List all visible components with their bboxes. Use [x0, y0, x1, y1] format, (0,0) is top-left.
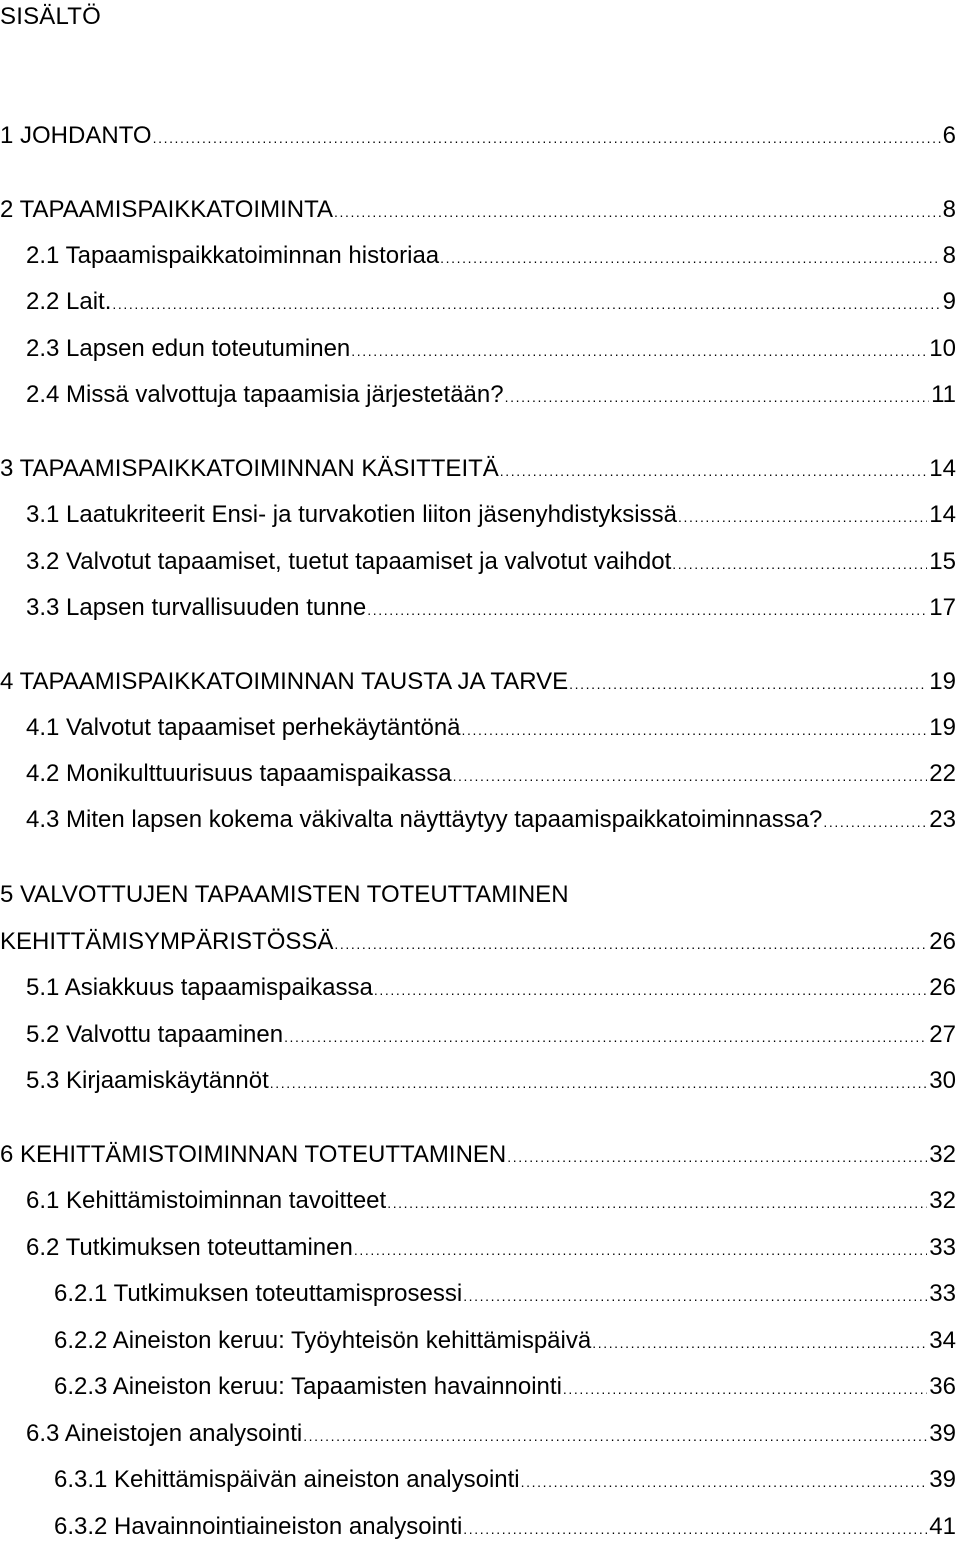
toc-entry-section-6-2[interactable]: [26, 1231, 956, 1265]
toc-page-number: 8: [942, 242, 956, 269]
toc-page-number: 39: [929, 1466, 956, 1493]
toc-entry-section-3-1[interactable]: [26, 498, 956, 532]
toc-entry-title: 4.2 Monikulttuurisuus tapaamispaikassa: [26, 760, 452, 787]
toc-dot-leader: [569, 673, 927, 699]
toc-entry-title: KEHITTÄMISYMPÄRISTÖSSÄ: [0, 928, 334, 955]
toc-dot-leader: [500, 460, 928, 486]
toc-dot-leader: [823, 811, 927, 837]
toc-entry-title: 6.3.2 Havainnointiaineiston analysointi: [54, 1513, 463, 1540]
toc-page-number: 11: [931, 381, 956, 408]
toc-page-number: 41: [929, 1513, 956, 1540]
toc-entry-section-5-1[interactable]: [26, 971, 956, 1005]
toc-entry-title: 6.1 Kehittämistoiminnan tavoitteet: [26, 1187, 387, 1214]
toc-dot-leader: [521, 1471, 928, 1497]
toc-entry-section-6-1[interactable]: [26, 1184, 956, 1218]
toc-page-number: 27: [929, 1021, 956, 1048]
toc-entry-section-6-3[interactable]: [26, 1417, 956, 1451]
toc-entry-section-3-2[interactable]: [26, 545, 956, 579]
toc-page-number: 32: [929, 1187, 956, 1214]
toc-page-number: 9: [942, 288, 956, 315]
toc-entry-title: 6.2 Tutkimuksen toteuttaminen: [26, 1234, 353, 1261]
toc-entry-section-4-1[interactable]: [26, 711, 956, 745]
toc-entry-title: 6.2.3 Aineiston keruu: Tapaamisten havainnointi: [54, 1373, 562, 1400]
toc-dot-leader: [387, 1192, 927, 1218]
toc-page-number: 15: [929, 548, 956, 575]
toc-entry-title: 5.2 Valvottu tapaaminen: [26, 1021, 284, 1048]
page-title: SISÄLTÖ: [0, 3, 101, 30]
toc-entry-title: 6 KEHITTÄMISTOIMINNAN TOTEUTTAMINEN: [0, 1141, 507, 1168]
toc-entry-section-5-3[interactable]: [26, 1064, 956, 1098]
toc-entry-title: 2.3 Lapsen edun toteutuminen: [26, 335, 351, 362]
toc-entry-title: 5.1 Asiakkuus tapaamispaikassa: [26, 974, 373, 1001]
toc-dot-leader: [334, 933, 927, 959]
toc-entry-title: 2.1 Tapaamispaikkatoiminnan historiaa: [26, 242, 440, 269]
toc-page-number: 23: [929, 806, 956, 833]
toc-entry-chapter-5-title-line[interactable]: 5 VALVOTTUJEN TAPAAMISTEN TOTEUTTAMINEN: [0, 881, 569, 908]
toc-entry-section-4-2[interactable]: [26, 757, 956, 791]
toc-entry-section-2-4[interactable]: [26, 378, 956, 412]
toc-dot-leader: [303, 1425, 927, 1451]
toc-page-number: 19: [929, 668, 956, 695]
toc-dot-leader: [351, 340, 927, 366]
toc-page-number: 14: [929, 455, 956, 482]
toc-dot-leader: [153, 127, 941, 153]
toc-entry-chapter-5[interactable]: [0, 925, 956, 959]
toc-dot-leader: [334, 201, 941, 227]
toc-entry-chapter-4[interactable]: [0, 665, 956, 699]
toc-entry-title: 3.3 Lapsen turvallisuuden tunne: [26, 594, 367, 621]
toc-dot-leader: [367, 599, 927, 625]
toc-entry-title: 6.2.1 Tutkimuksen toteuttamisprosessi: [54, 1280, 463, 1307]
toc-page-number: 33: [929, 1280, 956, 1307]
toc-page-number: 19: [929, 714, 956, 741]
toc-page-number: 22: [929, 760, 956, 787]
toc-page-number: 17: [929, 594, 956, 621]
toc-entry-title: 6.2.2 Aineiston keruu: Työyhteisön kehittämispäivä: [54, 1327, 592, 1354]
toc-entry-title: 3.1 Laatukriteerit Ensi- ja turvakotien liiton jäsenyhdistyksissä: [26, 501, 677, 528]
toc-page-number: 10: [929, 335, 956, 362]
toc-entry-chapter-2[interactable]: [0, 193, 956, 227]
toc-page-number: 26: [929, 974, 956, 1001]
toc-dot-leader: [672, 553, 927, 579]
toc-page-number: 32: [929, 1141, 956, 1168]
toc-entry-title: 2 TAPAAMISPAIKKATOIMINTA: [0, 196, 333, 223]
toc-entry-section-6-3-2[interactable]: [54, 1510, 956, 1544]
toc-entry-title: 4.3 Miten lapsen kokema väkivalta näyttäytyy tapaamispaikkatoiminnassa?: [26, 806, 823, 833]
toc-page-number: 34: [929, 1327, 956, 1354]
toc-entry-chapter-6[interactable]: [0, 1138, 956, 1172]
toc-entry-section-2-2[interactable]: [26, 285, 956, 319]
toc-dot-leader: [284, 1026, 927, 1052]
toc-entry-title: 6.3 Aineistojen analysointi: [26, 1420, 303, 1447]
toc-dot-leader: [463, 1518, 927, 1544]
toc-entry-title: 3.2 Valvotut tapaamiset, tuetut tapaamiset ja valvotut vaihdot: [26, 548, 672, 575]
toc-dot-leader: [112, 293, 940, 319]
toc-dot-leader: [563, 1378, 927, 1404]
toc-page-number: 30: [929, 1067, 956, 1094]
toc-page-number: 36: [929, 1373, 956, 1400]
toc-entry-title: 3 TAPAAMISPAIKKATOIMINNAN KÄSITTEITÄ: [0, 455, 499, 482]
toc-entry-chapter-1[interactable]: [0, 119, 956, 153]
toc-dot-leader: [374, 979, 927, 1005]
toc-entry-section-2-1[interactable]: [26, 239, 956, 273]
toc-entry-section-6-2-3[interactable]: [54, 1370, 956, 1404]
toc-entry-title: 2.2 Lait.: [26, 288, 112, 315]
toc-dot-leader: [592, 1332, 927, 1358]
toc-entry-title: 2.4 Missä valvottuja tapaamisia järjestetään?: [26, 381, 504, 408]
toc-page-number: 26: [929, 928, 956, 955]
toc-dot-leader: [678, 506, 927, 532]
toc-entry-title: 4 TAPAAMISPAIKKATOIMINNAN TAUSTA JA TARVE: [0, 668, 569, 695]
toc-dot-leader: [354, 1239, 927, 1265]
toc-entry-section-6-3-1[interactable]: [54, 1463, 956, 1497]
toc-entry-chapter-3[interactable]: [0, 452, 956, 486]
toc-dot-leader: [505, 386, 929, 412]
toc-entry-title: 4.1 Valvotut tapaamiset perhekäytäntönä: [26, 714, 461, 741]
toc-entry-title: 5.3 Kirjaamiskäytännöt: [26, 1067, 269, 1094]
toc-entry-section-5-2[interactable]: [26, 1018, 956, 1052]
toc-page-number: 6: [942, 122, 956, 149]
toc-entry-section-6-2-1[interactable]: [54, 1277, 956, 1311]
toc-dot-leader: [463, 1285, 927, 1311]
toc-entry-title: 6.3.1 Kehittämispäivän aineiston analysointi: [54, 1466, 520, 1493]
toc-dot-leader: [462, 719, 928, 745]
toc-dot-leader: [270, 1072, 928, 1098]
toc-entry-title: 1 JOHDANTO: [0, 122, 152, 149]
toc-page-number: 39: [929, 1420, 956, 1447]
toc-entry-section-6-2-2[interactable]: [54, 1324, 956, 1358]
toc-entry-section-2-3[interactable]: [26, 332, 956, 366]
toc-page-number: 14: [929, 501, 956, 528]
toc-page-number: 33: [929, 1234, 956, 1261]
toc-dot-leader: [507, 1146, 927, 1172]
toc-dot-leader: [453, 765, 928, 791]
toc-entry-section-3-3[interactable]: [26, 591, 956, 625]
toc-dot-leader: [440, 247, 941, 273]
toc-page-number: 8: [942, 196, 956, 223]
toc-entry-section-4-3[interactable]: [26, 803, 956, 837]
